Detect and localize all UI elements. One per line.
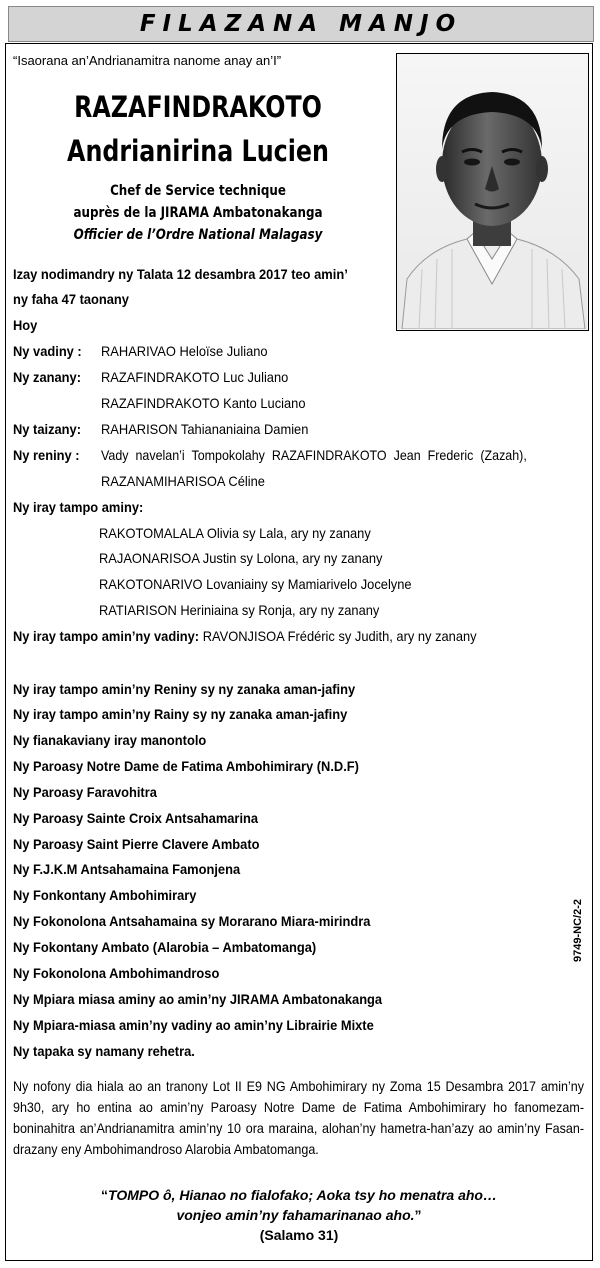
ad-reference: 9749-NC/2-2 <box>572 899 584 962</box>
relation-line: Ny Mpiara-miasa amin’ny vadiny ao amin’ny Librairie Mixte <box>13 1017 374 1033</box>
relation-line: Ny F.J.K.M Antsahamaina Famonjena <box>13 861 241 877</box>
relation-line: Ny iray tampo amin’ny Reniny sy ny zanaka aman-jafiny <box>13 681 356 697</box>
deceased-title-line: Chef de Service technique <box>110 183 286 199</box>
closing-verse-line: vonjeo amin’ny fahamarinanao aho.” <box>176 1207 422 1223</box>
intro-line: ny faha 47 taonany <box>13 291 129 307</box>
opening-quote: “Isaorana an’Andrianamitra nanome anay an’I” <box>13 53 282 68</box>
relation-line: Ny Paroasy Saint Pierre Clavere Ambato <box>13 836 260 852</box>
relation-line: Ny Paroasy Notre Dame de Fatima Ambohimirary (N.D.F) <box>13 758 359 774</box>
vadiny-tampo-line <box>13 628 477 644</box>
deceased-title-line: auprès de la JIRAMA Ambatonakanga <box>73 205 323 221</box>
hoy-label: Hoy <box>13 317 38 333</box>
funeral-paragraph: Ny nofony dia hiala ao an tranony Lot II E9 NG Ambohimirary ny Zoma 15 Desambra 2017 amin’ny 9h30, ary ho entina ao amin’ny Paroasy Notre Dame de Fatima Ambohimirary ho fanomezam-boninahitra an’Andrianamitra amin’ny 10 ora maraina, alohan’ny hametra-han’azy ao amin’ny Fasan-drazany eny Ambohimandroso Alarobia Ambatomanga. <box>13 1078 585 1157</box>
reniny-label: Ny reniny : <box>13 447 80 463</box>
intro-line: Izay nodimandry ny Talata 12 desambra 2017 teo amin’ <box>13 266 348 282</box>
vadiny-label: Ny vadiny : <box>13 343 82 359</box>
relation-line: Ny tapaka sy namany rehetra. <box>13 1043 195 1059</box>
zanany-name: RAZAFINDRAKOTO Luc Juliano <box>101 369 289 385</box>
vadiny-name: RAHARIVAO Heloïse Juliano <box>101 343 268 359</box>
zanany-name: RAZAFINDRAKOTO Kanto Luciano <box>101 395 306 411</box>
deceased-surname: RAZAFINDRAKOTO <box>74 90 322 124</box>
iray-tampo-label: Ny iray tampo aminy: <box>13 499 144 515</box>
taizany-label: Ny taizany: <box>13 421 82 437</box>
taizany-name: RAHARISON Tahiananiaina Damien <box>101 421 309 437</box>
iray-tampo-name: RATIARISON Heriniaina sy Ronja, ary ny zanany <box>99 602 380 618</box>
notice-title: FILAZANA MANJO <box>139 11 463 37</box>
zanany-label: Ny zanany: <box>13 369 82 385</box>
closing-verse-line: “TOMPO ô, Hianao no fialofako; Aoka tsy ho menatra aho… <box>101 1187 497 1203</box>
relation-line: Ny Fonkontany Ambohimirary <box>13 887 197 903</box>
relation-line: Ny fianakaviany iray manontolo <box>13 732 207 748</box>
relation-line: Ny Fokonolona Antsahamaina sy Morarano Miara-mirindra <box>13 913 371 929</box>
relation-line: Ny iray tampo amin’ny Rainy sy ny zanaka aman-jafiny <box>13 706 348 722</box>
relation-line: Ny Fokonolona Ambohimandroso <box>13 965 220 981</box>
deceased-given-names: Andrianirina Lucien <box>67 134 329 168</box>
notice-header <box>8 6 594 42</box>
iray-tampo-name: RAKOTOMALALA Olivia sy Lala, ary ny zanany <box>99 525 371 541</box>
reniny-name: RAZANAMIHARISOA Céline <box>101 473 265 489</box>
relation-line: Ny Paroasy Sainte Croix Antsahamarina <box>13 810 259 826</box>
relation-line: Ny Fokontany Ambato (Alarobia – Ambatomanga) <box>13 939 317 955</box>
relation-line: Ny Mpiara miasa aminy ao amin’ny JIRAMA Ambatonakanga <box>13 991 383 1007</box>
vadiny-tampo-label: Ny iray tampo amin’ny vadiny: <box>13 628 200 644</box>
iray-tampo-name: RAJAONARISOA Justin sy Lolona, ary ny zanany <box>99 550 383 566</box>
iray-tampo-name: RAKOTONARIVO Lovaniainy sy Mamiarivelo Jocelyne <box>99 576 412 592</box>
deceased-portrait <box>396 53 589 331</box>
reniny-name: Vady navelan’i Tompokolahy RAZAFINDRAKOTO Jean Frederic (Zazah), <box>101 447 527 463</box>
portrait-illustration <box>397 54 587 329</box>
deceased-title-line: Officier de l’Ordre National Malagasy <box>73 227 323 243</box>
relation-line: Ny Paroasy Faravohitra <box>13 784 157 800</box>
closing-verse-text: TOMPO ô, Hianao no fialofako; Aoka tsy ho menatra aho… <box>108 1187 497 1203</box>
verse-reference: (Salamo 31) <box>259 1227 339 1243</box>
vadiny-tampo-name: RAVONJISOA Frédéric sy Judith, ary ny zanany <box>202 628 477 644</box>
closing-verse-text: vonjeo amin’ny fahamarinanao aho. <box>176 1207 415 1223</box>
